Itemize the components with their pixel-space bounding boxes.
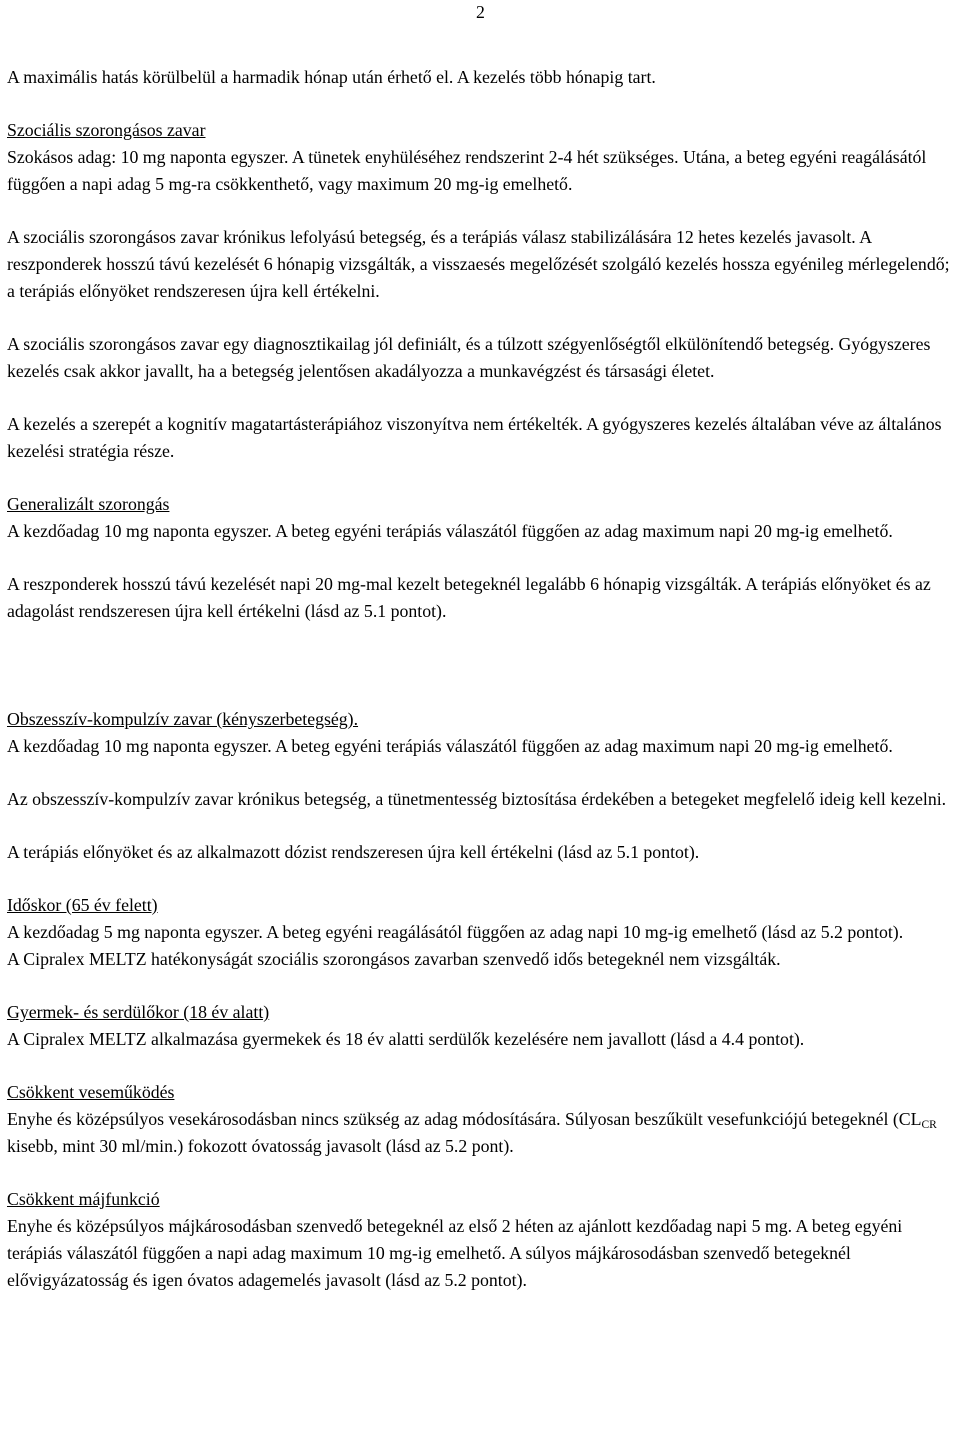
text-block-2: [7, 706, 953, 1320]
gad-paragraph-2: A reszponderek hosszú távú kezelését napi 20 mg-mal kezelt betegeknél legalább 6 hónapig vizsgálták. A terápiás előnyöket és az adagolást rendszeresen újra kell értékelni (lásd az 5.1 pontot).: [7, 574, 931, 621]
section-elderly: [7, 892, 953, 973]
section-heading-ocd: Obszesszív-kompulzív zavar (kényszerbetegség).: [7, 709, 359, 729]
clcr-subscript: CR: [921, 1119, 937, 1131]
social-paragraph-2: A szociális szorongásos zavar krónikus lefolyású betegség, és a terápiás válasz stabilizálására 12 hetes kezelés javasolt. A reszponderek hosszú távú kezelését 6 hónapig vizsgálták, a visszaesés megelőzését szolgáló kezelés hossza egyénileg mérlegelendő; a terápiás előnyöket rendszeresen újra kell értékelni.: [7, 227, 950, 301]
section-ocd: [7, 706, 953, 760]
section-heading-gad: Generalizált szorongás: [7, 494, 170, 514]
intro-paragraph: A maximális hatás körülbelül a harmadik hónap után érhető el. A kezelés több hónapig tart.: [7, 67, 656, 87]
renal-text-b: kisebb, mint 30 ml/min.) fokozott óvatosság javasolt (lásd az 5.2 pont).: [7, 1136, 514, 1156]
section-gad: [7, 491, 953, 545]
page-number: 2: [476, 2, 485, 22]
section-heading-social-anxiety: Szociális szorongásos zavar: [7, 120, 206, 140]
section-children: [7, 999, 953, 1053]
children-text: A Cipralex MELTZ alkalmazása gyermekek és 18 év alatti serdülők kezelésére nem javallott (lásd a 4.4 pontot).: [7, 1029, 805, 1049]
ocd-paragraph-2: Az obszesszív-kompulzív zavar krónikus betegség, a tünetmentesség biztosítása érdekében a betegeket megfelelő ideig kell kezelni.: [7, 789, 947, 809]
social-dosage-text: Szokásos adag: 10 mg naponta egyszer. A tünetek enyhüléséhez rendszerint 2-4 hét szükséges. Utána, a beteg egyéni reagálásától függően a napi adag 5 mg-ra csökkenthető, vagy maximum 20 mg-ig emelhető.: [7, 147, 927, 194]
section-heading-elderly: Időskor (65 év felett): [7, 895, 158, 915]
section-heading-hepatic: Csökkent májfunkció: [7, 1189, 160, 1209]
elderly-efficacy-text: A Cipralex MELTZ hatékonyságát szociális szorongásos zavarban szenvedő idős betegeknél nem vizsgálták.: [7, 949, 781, 969]
section-heading-renal: Csökkent veseműködés: [7, 1082, 175, 1102]
section-social-anxiety: [7, 117, 953, 198]
ocd-paragraph-3: A terápiás előnyöket és az alkalmazott dózist rendszeresen újra kell értékelni (lásd az 5.1 pontot).: [7, 842, 700, 862]
text-block-1: [7, 64, 953, 651]
renal-text-a: Enyhe és középsúlyos vesekárosodásban nincs szükség az adag módosítására. Súlyosan beszűkült vesefunkciójú betegeknél (CL: [7, 1109, 922, 1129]
gad-dosage-text: A kezdőadag 10 mg naponta egyszer. A beteg egyéni terápiás válaszától függően az adag maximum napi 20 mg-ig emelhető.: [7, 521, 893, 541]
section-heading-children: Gyermek- és serdülőkor (18 év alatt): [7, 1002, 270, 1022]
ocd-dosage-text: A kezdőadag 10 mg naponta egyszer. A beteg egyéni terápiás válaszától függően az adag maximum napi 20 mg-ig emelhető.: [7, 736, 893, 756]
hepatic-text: Enyhe és középsúlyos májkárosodásban szenvedő betegeknél az első 2 héten az ajánlott kezdőadag napi 5 mg. A beteg egyéni terápiás válaszától függően a napi adag maximum 10 mg-ig emelhető. A súlyos májkárosodásban szenvedő betegeknél elővigyázatosság és igen óvatos adagemelés javasolt (lásd az 5.2 pontot).: [7, 1216, 903, 1290]
social-paragraph-4: A kezelés a szerepét a kognitív magatartásterápiához viszonyítva nem értékelték. A gyógyszeres kezelés általában véve az általános kezelési stratégia része.: [7, 414, 942, 461]
social-paragraph-3: A szociális szorongásos zavar egy diagnosztikailag jól definiált, és a túlzott szégyenlőségtől elkülönítendő betegség. Gyógyszeres kezelés csak akkor javallt, ha a betegség jelentősen akadályozza a munkavégzést és társasági életet.: [7, 334, 931, 381]
elderly-dosage-text: A kezdőadag 5 mg naponta egyszer. A beteg egyéni reagálásától függően az adag napi 10 mg-ig emelhető (lásd az 5.2 pontot).: [7, 922, 904, 942]
section-renal: [7, 1079, 953, 1160]
section-hepatic: [7, 1186, 953, 1294]
